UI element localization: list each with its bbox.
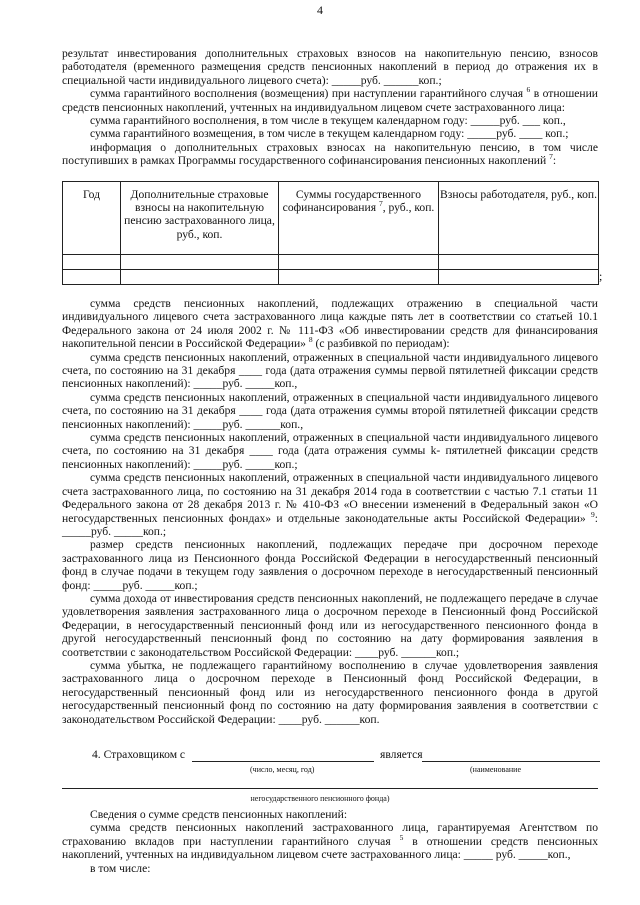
k-fixation: сумма средств пенсионных накоплений, отраженных в специальной части индивидуального лицевого счета, по состоянию на 31 декабря ____ года (дата отражения суммы k- пятилетней фиксации средств пенсионных накоплений): _____руб. _____коп.; [62, 431, 598, 471]
five-year-fixation: сумма средств пенсионных накоплений, подлежащих отражению в специальной части индивидуального лицевого счета застрахованного лица каждые пять лет в соответствии со статьей 10.1 Федерального закона от 24 июля 2002 г. № 111-ФЗ «Об инвестировании средств для финансирования накопительной пенсии в Российской Федерации» $^8$ (с разбивкой по периодам): [62, 297, 598, 351]
page-number: 4 [317, 3, 323, 17]
intro-guarantee-sum: сумма гарантийного восполнения (возмещения) при наступлении гарантийного случая $^6$ в отношении средств пенсионных накоплений, учтенных на индивидуальном лицевом счете застрахованного лица: [62, 85, 599, 114]
second-fixation: сумма средств пенсионных накоплений, отраженных в специальной части индивидуального лицевого счета, по состоянию на 31 декабря ____ года (дата отражения суммы второй пятилетней фиксации средств пенсионных накоплений): _____руб. ______коп., [62, 390, 598, 431]
fund-name-underline [62, 788, 598, 789]
table-cell [63, 270, 121, 285]
fund-caption: негосударственного пенсионного фонда) [250, 794, 390, 803]
table-cell [439, 270, 599, 285]
table-cell [279, 255, 439, 270]
table-header-row [63, 182, 599, 255]
early-transfer-amount: размер средств пенсионных накоплений, подлежащих передаче при досрочном переходе застрахованного лица из Пенсионного фонда Российской Федерации в негосударственный пенсионный фонд в случае подачи в текущем году заявления о досрочном переходе в негосударственный пенсионный фонд: _____руб. _____коп.; [62, 538, 598, 592]
insurer-line [92, 748, 602, 788]
name-underline [422, 761, 600, 762]
table-header-additional: Дополнительные страховые взносы на накопительную пенсию застрахованного лица, руб., коп. [121, 182, 279, 255]
date-caption: (число, месяц, год) [250, 765, 315, 774]
insurer-label: 4. Страховщиком с [92, 748, 186, 761]
intro-additional-contributions: информация о дополнительных страховых взносах на накопительную пенсию, в том числе поступивших в рамках Программы государственного софинансирования пенсионных накоплений $^7$: [62, 140, 598, 168]
insurer-is-label: является [380, 748, 423, 761]
table-cell [63, 255, 121, 270]
table-header-employer: Взносы работодателя, руб., коп. [439, 182, 599, 255]
name-caption: (наименование [470, 765, 522, 774]
footnote-ref: 7 [549, 152, 553, 162]
intro-investment-result: результат инвестирования дополнительных страховых взносов на накопительную пенсию, взносов работодателя (временного размещения средств пенсионных накоплений в период до отражения их в специальной части индивидуального лицевого счета): _____руб. ______коп.; [62, 47, 598, 87]
table-cell [121, 270, 279, 285]
table-header-year: Год [63, 182, 121, 255]
footnote-ref: 8 [308, 335, 313, 345]
footnote-ref: 9 [591, 509, 595, 519]
table-row [63, 255, 599, 270]
main-section [62, 297, 598, 726]
table-header-cofinancing: Суммы государственного софинансирования $^7$, руб., коп. [279, 182, 439, 255]
date-underline [192, 761, 374, 762]
including-label: в том числе: [90, 861, 151, 875]
contributions-table [62, 181, 599, 285]
footnote-ref: 7 [378, 199, 383, 209]
first-fixation: сумма средств пенсионных накоплений, отраженных в специальной части индивидуального лицевого счета, по состоянию на 31 декабря ____ года (дата отражения суммы первой пятилетней фиксации средств пенсионных накоплений): _____руб. _____коп., [62, 350, 598, 391]
loss-not-restored: сумма убытка, не подлежащего гарантийному восполнению в случае удовлетворения заявления застрахованного лица о досрочном переходе в Пенсионный фонд Российской Федерации, в негосударственный пенсионный фонд или из негосударственного пенсионного фонда в другой негосударственный пенсионный фонд по состоянию на дату формирования заявления в соответствии с законодательством Российской Федерации: ____руб. ______коп. [62, 658, 598, 726]
table-cell [121, 255, 279, 270]
summary-section [62, 808, 598, 875]
footnote-ref: 5 [399, 832, 404, 842]
footnote-ref: 6 [526, 85, 531, 95]
guaranteed-amount: сумма средств пенсионных накоплений застрахованного лица, гарантируемая Агентством по страхованию вкладов при наступлении гарантийного случая $^5$ в отношении средств пенсионных накоплений, учтенных на индивидуальном лицевом счете застрахованного лица: _____ руб. _____коп., [62, 821, 599, 862]
intro-section [62, 47, 598, 168]
table-cell [279, 270, 439, 285]
as-of-2014: сумма средств пенсионных накоплений, отраженных в специальной части индивидуального лицевого счета застрахованного лица, по состоянию на 31 декабря 2014 года в соответствии с частью 7.1 статьи 11 Федерального закона от 28 декабря 2013 г. № 410-ФЗ «О внесении изменений в Федеральный закон «О негосударственных пенсионных фондах» и отдельные законодательные акты Российской Федерации» $^9$: _____руб. _____коп.; [62, 471, 598, 538]
intro-guarantee-compensation: сумма гарантийного возмещения, в том числе в текущем календарном году: _____руб. ____ коп.; [90, 127, 569, 141]
table-trailing-semicolon: ; [599, 269, 603, 283]
table-row [63, 270, 599, 285]
investment-income-not-transferred: сумма дохода от инвестирования средств пенсионных накоплений, не подлежащего передаче в случае удовлетворения заявления застрахованного лица о досрочном переходе в Пенсионный фонд Российской Федерации, в негосударственный пенсионный фонд или из негосударственного пенсионного фонда в другой негосударственный пенсионный фонд по состоянию на дату формирования заявления в соответствии с законодательством Российской Федерации: ____руб. ______коп.; [62, 591, 598, 659]
table-cell [439, 255, 599, 270]
intro-guarantee-restore: сумма гарантийного восполнения, в том числе в текущем календарном году: _____руб. ___ коп., [90, 114, 566, 128]
summary-heading: Сведения о сумме средств пенсионных накоплений: [90, 808, 348, 821]
